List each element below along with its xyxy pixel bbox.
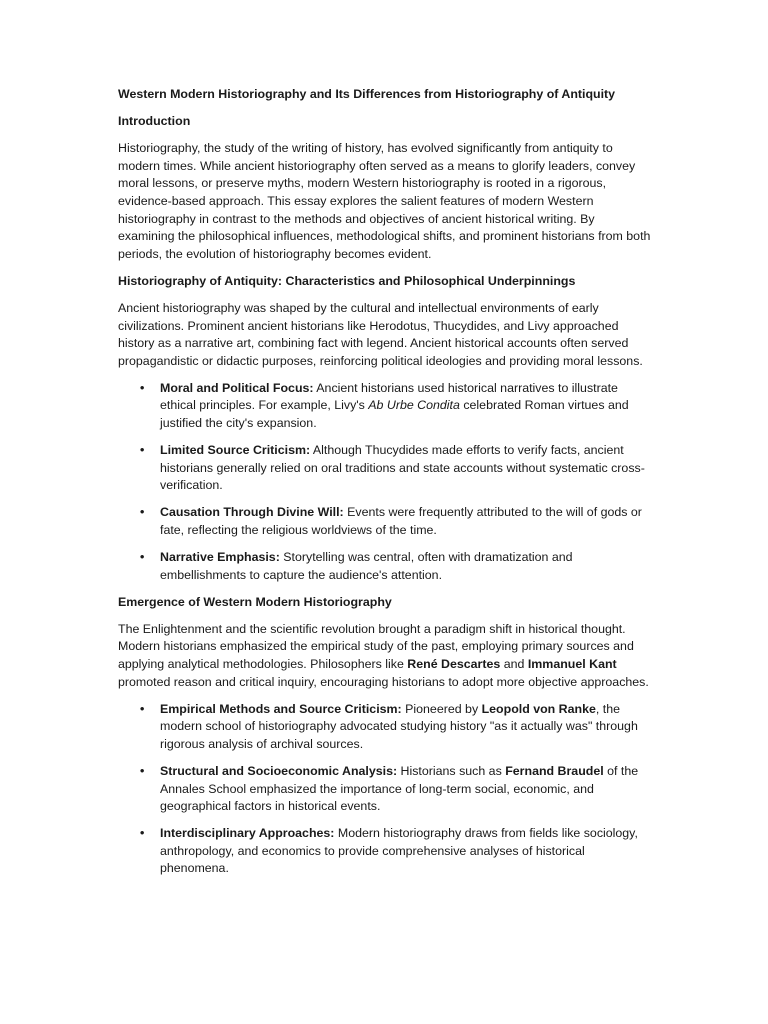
bullet-text: Events were frequently attributed to the will of gods or fate, reflecting the religious worldviews of the time.: [160, 505, 642, 537]
bullet-icon: •: [140, 505, 145, 520]
bullet-text: Historians such as: [397, 764, 506, 778]
bullet-icon: •: [140, 443, 145, 458]
antiquity-bullet-list: [118, 380, 654, 584]
modern-bullet-list: [118, 701, 654, 878]
bullet-text: Although Thucydides made efforts to verify facts, ancient historians generally relied on oral traditions and state accounts without systematic cross-verification.: [160, 443, 645, 493]
intro-paragraph: Historiography, the study of the writing of history, has evolved significantly from antiquity to modern times. While ancient historiography often served as a means to glorify leaders, convey moral lessons, or preserve myths, modern Western historiography is rooted in a rigorous, evidence-based approach. This essay explores the salient features of modern Western historiography in contrast to the methods and objectives of ancient historical writing. By examining the philosophical influences, methodological shifts, and prominent historians from both periods, the evolution of historiography becomes evident.: [118, 141, 651, 261]
bullet-term: Limited Source Criticism:: [160, 443, 311, 458]
philosopher-name: René Descartes: [407, 657, 501, 672]
bullet-icon: •: [140, 826, 145, 841]
bullet-term: Empirical Methods and Source Criticism:: [160, 701, 402, 716]
document-title: Western Modern Historiography and Its Differences from Historiography of Antiquity: [118, 87, 616, 101]
bullet-text: Ancient historians used historical narratives to illustrate ethical principles. For example, Livy's: [160, 380, 618, 413]
bullet-icon: •: [140, 550, 145, 565]
antiquity-paragraph: Ancient historiography was shaped by the cultural and intellectual environments of early civilizations. Prominent ancient historians like Herodotus, Thucydides, and Livy approached history as a narrative art, combining fact with legend. Ancient historical accounts often served propagandistic or didactic purposes, reinforcing political ideologies and providing moral lessons.: [118, 300, 643, 368]
bullet-icon: •: [140, 701, 145, 716]
bullet-text: celebrated Roman virtues and justified the city's expansion.: [160, 398, 629, 430]
list-item: [118, 825, 654, 878]
document-page: [118, 86, 654, 888]
bullet-icon: •: [140, 764, 145, 778]
paragraph-text: promoted reason and critical inquiry, encouraging historians to adopt more objective approaches.: [118, 674, 649, 689]
section-heading-introduction: Introduction: [118, 114, 191, 129]
bullet-term: Moral and Political Focus:: [160, 380, 314, 395]
bullet-text: , the modern school of historiography advocated studying history "as it actually was" through rigorous analysis of archival sources.: [160, 701, 638, 751]
bullet-term: Causation Through Divine Will:: [160, 505, 344, 520]
section-heading-modern: Emergence of Western Modern Historiography: [118, 594, 392, 609]
list-item: [118, 504, 654, 539]
list-item: [118, 442, 654, 495]
bullet-text: Storytelling was central, often with dramatization and embellishments to capture the audience's attention.: [160, 550, 573, 582]
list-item: [118, 549, 654, 584]
bullet-term: Interdisciplinary Approaches:: [160, 826, 335, 841]
philosopher-name: Immanuel Kant: [527, 657, 617, 672]
modern-paragraph: [118, 621, 654, 691]
bullet-term: Narrative Emphasis:: [160, 550, 280, 565]
book-title: Ab Urbe Condita: [368, 398, 460, 413]
list-item: [118, 763, 654, 816]
list-item: [118, 701, 654, 754]
bullet-text: Pioneered by: [401, 701, 482, 716]
bullet-text: Modern historiography draws from fields like sociology, anthropology, and economics to provide comprehensive analyses of historical phenomena.: [160, 826, 638, 876]
bullet-icon: •: [140, 380, 145, 395]
bullet-term: Structural and Socioeconomic Analysis:: [160, 764, 398, 778]
historian-name: Fernand Braudel: [505, 764, 604, 778]
section-heading-antiquity: Historiography of Antiquity: Characteristics and Philosophical Underpinnings: [118, 273, 576, 288]
list-item: [118, 380, 654, 433]
historian-name: Leopold von Ranke: [481, 701, 596, 716]
bullet-text: of the Annales School emphasized the importance of long-term social, economic, and geographical factors in historical events.: [160, 764, 639, 814]
paragraph-text: The Enlightenment and the scientific revolution brought a paradigm shift in historical thought. Modern historians emphasized the empirical study of the past, employing primary sources and applying analytical methodologies. Philosophers like: [118, 621, 634, 672]
paragraph-text: and: [500, 657, 528, 672]
